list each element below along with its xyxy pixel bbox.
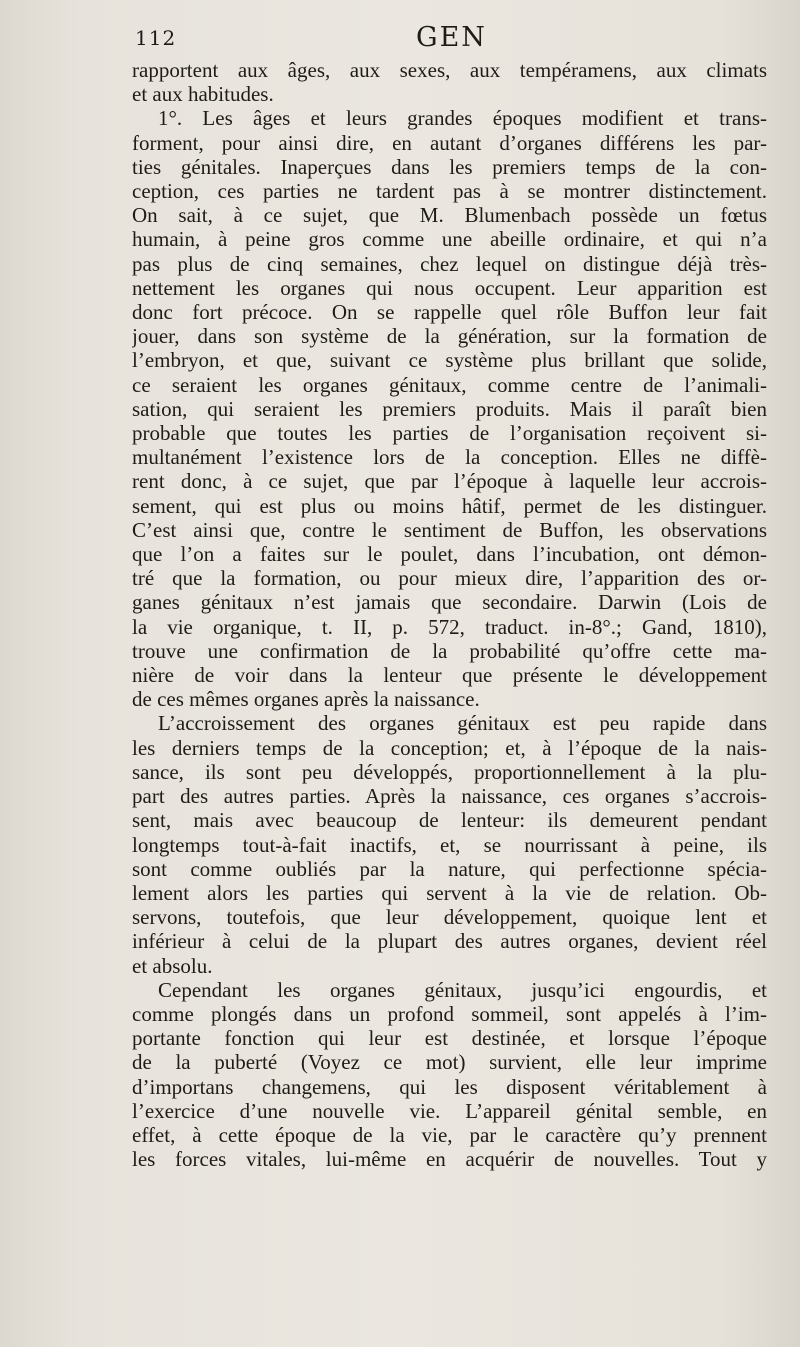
text-line: part des autres parties. Après la naissance, ces organes s’accrois-	[132, 784, 767, 809]
text-line: C’est ainsi que, contre le sentiment de Buffon, les observations	[132, 517, 767, 542]
text-line: On sait, à ce sujet, que M. Blumenbach possède un fœtus	[132, 203, 767, 228]
text-line: l’embryon, et que, suivant ce système plus brillant que solide,	[132, 348, 767, 373]
text-line: de la puberté (Voyez ce mot) survient, elle leur imprime	[132, 1050, 767, 1075]
text-line: nière de voir dans la lenteur que présente le développement	[132, 663, 767, 688]
text-line: humain, à peine gros comme une abeille ordinaire, et qui n’a	[132, 227, 767, 252]
text-line: sance, ils sont peu développés, proportionnellement à la plu-	[132, 759, 767, 784]
text-line: forment, pour ainsi dire, en autant d’organes différens les par-	[132, 130, 767, 155]
text-line: ties génitales. Inaperçues dans les premiers temps de la con-	[132, 154, 767, 179]
text-line: portante fonction qui leur est destinée, et lorsque l’époque	[132, 1026, 767, 1051]
text-line: servons, toutefois, que leur développement, quoique lent et	[132, 905, 767, 930]
page-header	[132, 22, 767, 56]
text-line: trouve une confirmation de la probabilité qu’offre cette ma-	[132, 638, 767, 663]
text-line: tré que la formation, ou pour mieux dire, l’apparition des or-	[132, 566, 767, 591]
text-line: donc fort précoce. On se rappelle quel rôle Buffon leur fait	[132, 300, 767, 325]
text-line: sent, mais avec beaucoup de lenteur: ils demeurent pendant	[132, 808, 767, 833]
text-line: effet, à cette époque de la vie, par le caractère qu’y prennent	[132, 1122, 767, 1147]
text-line: nettement les organes qui nous occupent. Leur apparition est	[132, 275, 767, 300]
text-line: que l’on a faites sur le poulet, dans l’incubation, ont démon-	[132, 542, 767, 567]
text-line: multanément l’existence lors de la conception. Elles ne diffè-	[132, 445, 767, 470]
text-line: et aux habitudes.	[132, 82, 274, 107]
page-number: 112	[135, 26, 177, 50]
text-line: ce seraient les organes génitaux, comme centre de l’animali-	[132, 372, 767, 397]
text-line: ception, ces parties ne tardent pas à se montrer distinctement.	[132, 179, 767, 204]
text-line: inférieur à celui de la plupart des autres organes, devient réel	[132, 929, 767, 954]
text-line: la vie organique, t. II, p. 572, traduct. in-8°.; Gand, 1810),	[132, 614, 767, 639]
text-line: rent donc, à ce sujet, que par l’époque à laquelle leur accrois-	[132, 469, 767, 494]
text-line: longtemps tout-à-fait inactifs, et, se nourrissant à peine, ils	[132, 832, 767, 857]
text-line: ganes génitaux n’est jamais que secondaire. Darwin (Lois de	[132, 590, 767, 615]
text-line: lement alors les parties qui servent à la vie de relation. Ob-	[132, 880, 767, 905]
text-line: les derniers temps de la conception; et, à l’époque de la nais-	[132, 735, 767, 760]
text-line: sont comme oubliés par la nature, qui perfectionne spécia-	[132, 856, 767, 881]
text-line: les forces vitales, lui-même en acquérir de nouvelles. Tout y	[132, 1147, 767, 1172]
text-line: jouer, dans son système de la génération, sur la formation de	[132, 324, 767, 349]
text-line: comme plongés dans un profond sommeil, sont appelés à l’im-	[132, 1001, 767, 1026]
text-line: sement, qui est plus ou moins hâtif, permet de les distinguer.	[132, 493, 767, 518]
text-line: pas plus de cinq semaines, chez lequel on distingue déjà très-	[132, 251, 767, 276]
running-head: GEN	[416, 22, 487, 53]
text-line: Cependant les organes génitaux, jusqu’ici engourdis, et	[158, 977, 767, 1002]
body-text	[132, 58, 767, 1171]
text-line: sation, qui seraient les premiers produits. Mais il paraît bien	[132, 396, 767, 421]
text-line: et absolu.	[132, 953, 213, 978]
text-line: l’exercice d’une nouvelle vie. L’appareil génital semble, en	[132, 1098, 767, 1123]
text-line: rapportent aux âges, aux sexes, aux tempéramens, aux climats	[132, 58, 767, 82]
text-line: de ces mêmes organes après la naissance.	[132, 687, 480, 712]
text-line: d’importans changemens, qui les disposent véritablement à	[132, 1074, 767, 1099]
text-line: L’accroissement des organes génitaux est peu rapide dans	[158, 711, 767, 736]
text-line: probable que toutes les parties de l’organisation reçoivent si-	[132, 421, 767, 446]
text-line: 1°. Les âges et leurs grandes époques modifient et trans-	[158, 106, 767, 131]
